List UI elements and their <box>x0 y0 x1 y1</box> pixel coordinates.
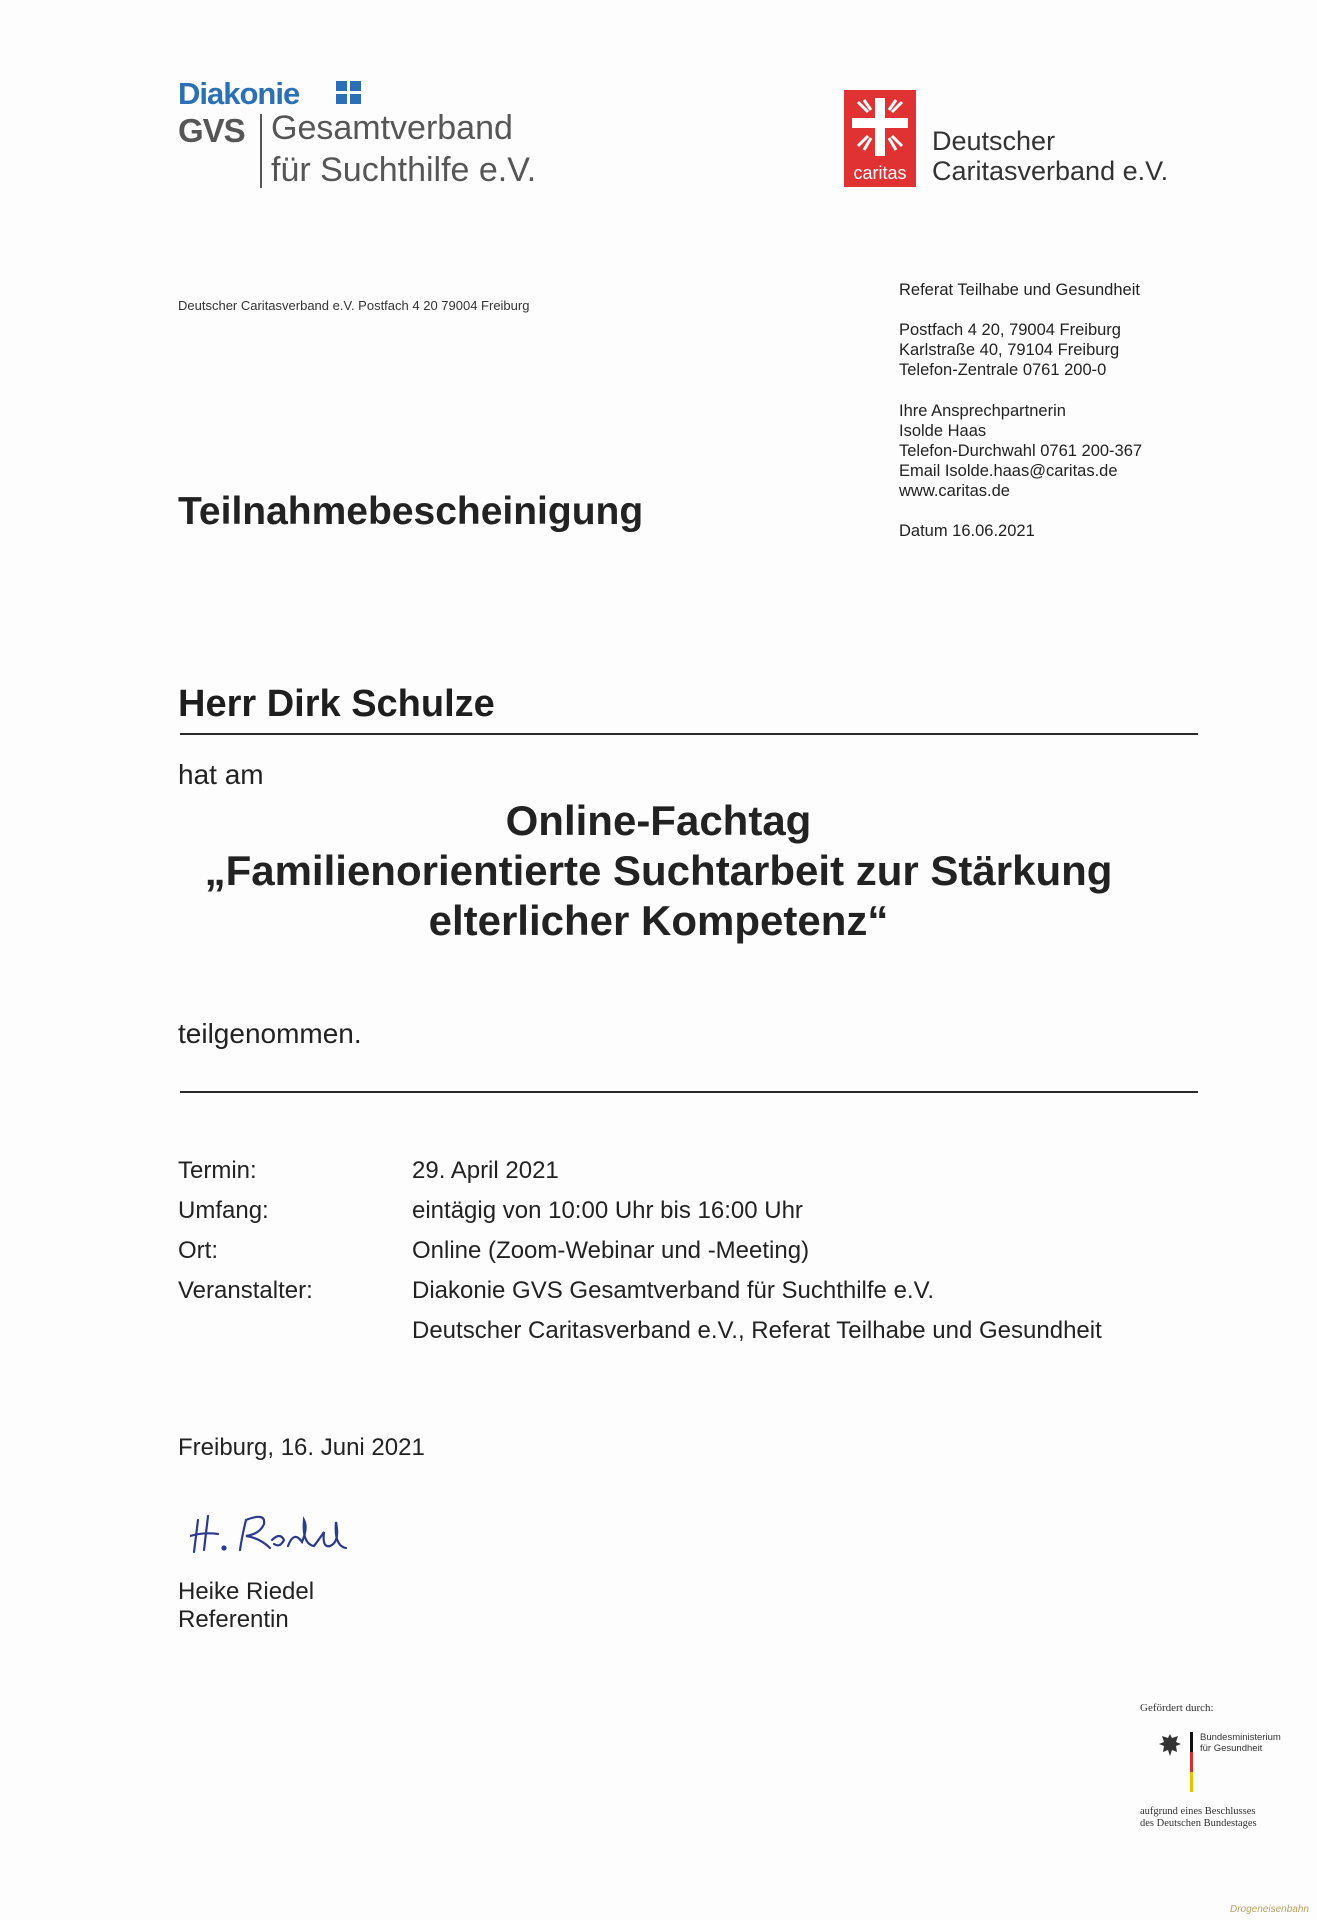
bmg-logo <box>1158 1728 1298 1794</box>
detail-value-location: Online (Zoom-Webinar und -Meeting) <box>412 1237 810 1264</box>
diakonie-cross-icon <box>336 81 362 105</box>
contact-department: Referat Teilhabe und Gesundheit <box>899 281 1140 299</box>
event-title-line2: „Familienorientierte Suchtarbeit zur Stärkung <box>204 847 1113 894</box>
recipient-underline <box>180 733 1198 735</box>
funding-note <box>1140 1806 1257 1830</box>
gvs-name-line1: Gesamtverband <box>271 109 513 147</box>
ministry-name <box>1200 1732 1281 1754</box>
funding-note-line1: aufgrund eines Beschlusses <box>1140 1806 1256 1817</box>
caritas-logo <box>844 90 1184 190</box>
detail-value-organizer-1: Diakonie GVS Gesamtverband für Suchthilfe e.V. <box>412 1277 935 1304</box>
ministry-name-line1: Bundesministerium <box>1200 1732 1281 1743</box>
detail-label-date: Termin: <box>178 1157 257 1184</box>
funding-title: Gefördert durch: <box>1140 1702 1214 1714</box>
detail-label-organizer: Veranstalter: <box>178 1277 313 1304</box>
contact-phone-main: Telefon-Zentrale 0761 200-0 <box>899 361 1107 379</box>
event-title-line1: Online-Fachtag <box>505 797 812 844</box>
caritas-flame-cross-icon <box>844 90 916 187</box>
document-title: Teilnahmebescheinigung <box>178 490 644 533</box>
contact-phone-direct: Telefon-Durchwahl 0761 200-367 <box>899 442 1143 460</box>
caritas-name-line2: Caritasverband e.V. <box>932 156 1169 186</box>
detail-value-date: 29. April 2021 <box>412 1157 559 1184</box>
signer-role: Referentin <box>178 1606 289 1633</box>
intro-text: hat am <box>178 759 264 790</box>
detail-label-location: Ort: <box>178 1237 218 1264</box>
gvs-logo <box>178 76 578 196</box>
contact-email: Email Isolde.haas@caritas.de <box>899 462 1118 480</box>
sender-line: Deutscher Caritasverband e.V. Postfach 4 20 79004 Freiburg <box>178 298 530 313</box>
gvs-name-line2: für Suchthilfe e.V. <box>271 151 537 189</box>
closing-text: teilgenommen. <box>178 1018 362 1049</box>
detail-value-duration: eintägig von 10:00 Uhr bis 16:00 Uhr <box>412 1197 803 1224</box>
place-and-date: Freiburg, 16. Juni 2021 <box>178 1434 425 1461</box>
signer-name: Heike Riedel <box>178 1578 315 1605</box>
watermark: Drogeneisenbahn <box>1230 1904 1309 1915</box>
contact-name: Isolde Haas <box>899 422 987 440</box>
signature <box>190 1502 370 1562</box>
german-flag-bar <box>1190 1732 1193 1792</box>
event-title-line3: elterlicher Kompetenz“ <box>428 897 889 944</box>
caritas-wordmark: caritas <box>853 163 907 183</box>
caritas-name-line1: Deutscher <box>932 126 1056 156</box>
separator-line <box>180 1091 1198 1093</box>
contact-address-2: Karlstraße 40, 79104 Freiburg <box>899 341 1120 359</box>
gvs-wordmark: GVS <box>178 112 245 149</box>
gvs-divider <box>260 114 262 188</box>
funding-note-line2: des Deutschen Bundestages <box>1140 1818 1257 1829</box>
federal-eagle-icon <box>1158 1732 1182 1758</box>
detail-label-duration: Umfang: <box>178 1197 269 1224</box>
recipient-name: Herr Dirk Schulze <box>178 683 495 725</box>
diakonie-wordmark: Diakonie <box>178 76 300 111</box>
contact-website: www.caritas.de <box>899 482 1010 500</box>
detail-value-organizer-2: Deutscher Caritasverband e.V., Referat Teilhabe und Gesundheit <box>412 1317 1102 1344</box>
ministry-name-line2: für Gesundheit <box>1200 1743 1263 1754</box>
contact-address-1: Postfach 4 20, 79004 Freiburg <box>899 321 1121 339</box>
contact-heading: Ihre Ansprechpartnerin <box>899 402 1066 420</box>
event-title <box>0 796 1317 946</box>
document-date: Datum 16.06.2021 <box>899 522 1035 540</box>
